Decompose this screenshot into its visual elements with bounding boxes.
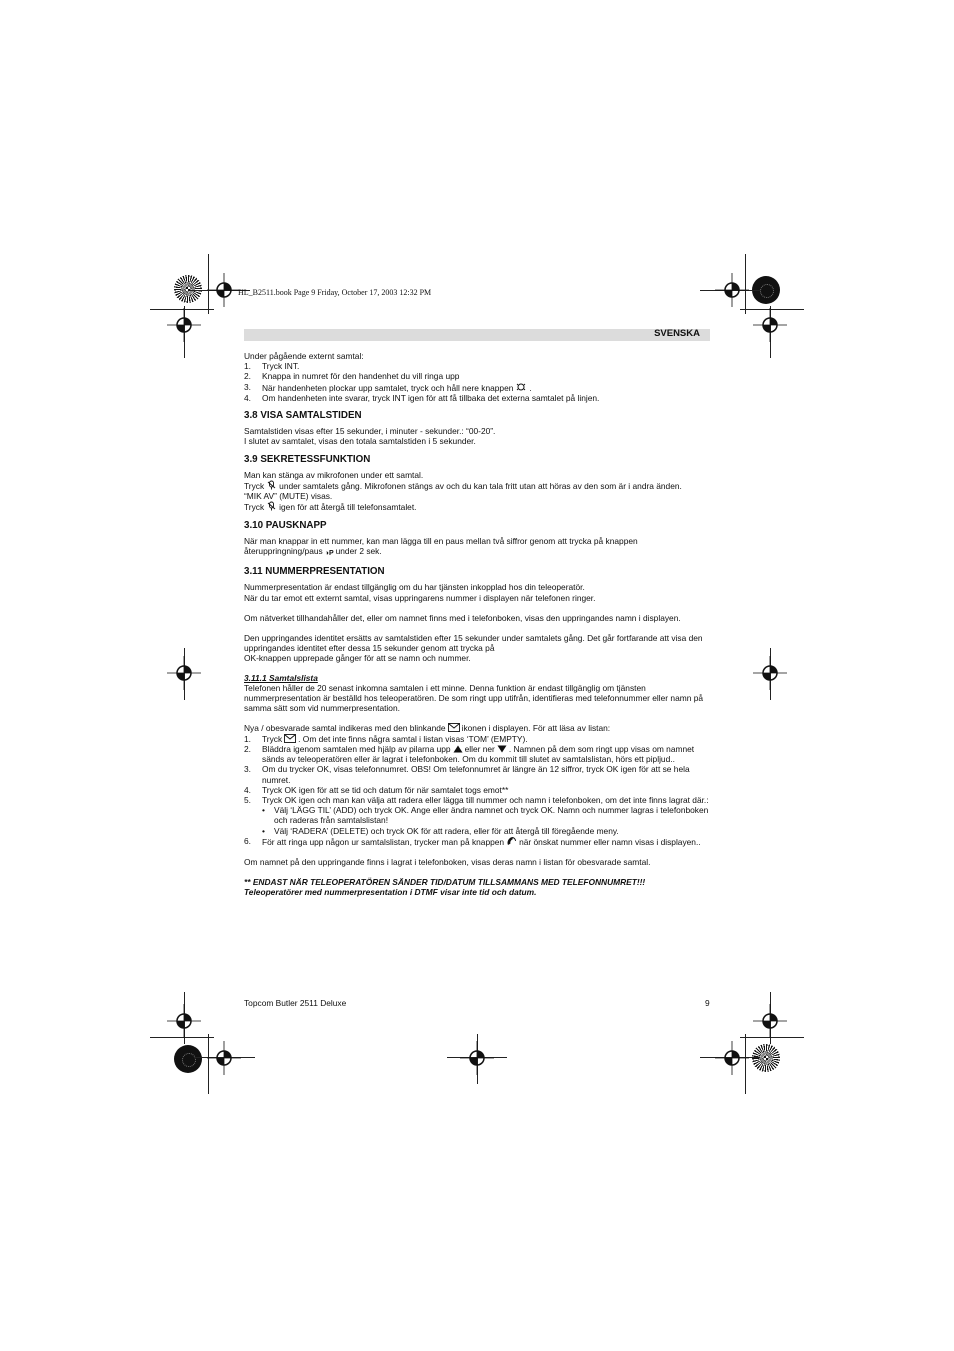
language-bar bbox=[244, 329, 710, 341]
color-star-mark bbox=[752, 1044, 780, 1072]
paragraph: Telefonen håller de 20 senast inkomna samtalen i ett minne. Denna funktion är endast tillgänglig om tjänsten nummerpresentation är beställd hos teleoperatören. De som ringt upp utifrån, identifieras med telefonnummer eller namn på samma sätt som vid nummerpresentation. bbox=[244, 682, 704, 714]
paragraph: Tryck under samtalets gång. Mikrofonen stängs av och du kan tala fritt utan att höras av den som är i andra änden. bbox=[244, 481, 682, 492]
registration-mark bbox=[460, 1041, 494, 1075]
paragraph: Om namnet på den uppringande finns i lagrat i telefonboken, visas deras namn i listan för obesvarade samtal. bbox=[244, 856, 651, 867]
arrow-down-icon bbox=[497, 745, 507, 753]
bullet-item: • Välj ‘LÄGG TIL’ (ADD) och tryck OK. Ange eller ändra namnet och tryck OK. Namn och nummer lagras i telefonboken och raderas från samtalslistan! bbox=[262, 805, 709, 826]
registration-mark bbox=[207, 1041, 241, 1075]
paragraph: Om nätverket tillhandahåller det, eller om namnet finns med i telefonboken, visas den uppringandes namn i displayen. bbox=[244, 612, 681, 623]
book-header: HL_B2511.book Page 9 Friday, October 17, 2003 12:32 PM bbox=[238, 288, 432, 297]
list-item: 5. Tryck OK igen och man kan välja att radera eller lägga till nummer och namn i telefonboken, om det inte finns lagrat där.: bbox=[244, 794, 709, 805]
paragraph: återuppringning/paus ◑P under 2 sek. bbox=[244, 546, 712, 559]
color-star-mark bbox=[174, 275, 202, 303]
intro-lead: Under pågående externt samtal: bbox=[244, 351, 364, 361]
paragraph: OK-knappen upprepade gånger för att se namn och nummer. bbox=[244, 653, 471, 664]
list-item: 4. Tryck OK igen för att se tid och datum för när samtalet togs emot** bbox=[244, 784, 509, 795]
paragraph: I slutet av samtalet, visas den totala samtalstiden i 5 sekunder. bbox=[244, 436, 476, 447]
language-label: SVENSKA bbox=[654, 328, 700, 339]
paragraph: Nummerpresentation är endast tillgänglig om du har tjänsten inkopplad hos din teleoperatör. bbox=[244, 582, 585, 593]
intercom-key-icon bbox=[515, 382, 527, 392]
color-star-mark bbox=[174, 1045, 202, 1073]
note-line: Teleoperatörer med nummerpresentation i DTMF visar inte tid och datum. bbox=[244, 887, 537, 898]
section-heading: 3.9 SEKRETESSFUNKTION bbox=[244, 453, 371, 465]
talk-key-icon bbox=[506, 836, 517, 846]
redial-pause-key-icon: ◑P bbox=[324, 550, 334, 558]
paragraph: Nya / obesvarade samtal indikeras med den blinkande ikonen i displayen. För att läsa av listan: bbox=[244, 723, 611, 734]
registration-mark bbox=[753, 308, 787, 342]
page-content bbox=[244, 351, 712, 898]
registration-mark bbox=[715, 273, 749, 307]
registration-mark bbox=[167, 308, 201, 342]
list-item: 3. När handenheten plockar upp samtalet, tryck och håll nere knappen . bbox=[244, 381, 532, 393]
arrow-up-icon bbox=[453, 745, 463, 753]
paragraph: Tryck igen för att återgå till telefonsamtalet. bbox=[244, 502, 417, 513]
registration-mark bbox=[715, 1041, 749, 1075]
list-item: 1. Tryck . Om det inte finns några samtal i listan visas ‘TOM’ (EMPTY). bbox=[244, 733, 528, 744]
footer-product: Topcom Butler 2511 Deluxe bbox=[244, 998, 347, 1008]
envelope-icon bbox=[448, 723, 460, 732]
list-item: 3. Om du trycker OK, visas telefonnumret. OBS! Om telefonnumret är längre än 12 siffror, tryck OK igen för att se hela numret. bbox=[244, 764, 690, 785]
registration-mark bbox=[753, 656, 787, 690]
paragraph: Den uppringandes identitet ersätts av samtalstiden efter 15 sekunder under samtalets gång. Det går fortfarande att visa den uppringandes identitet efter dessa 15 sekunder genom att trycka på bbox=[244, 633, 703, 654]
paragraph: “MIK AV” (MUTE) visas. bbox=[244, 491, 333, 502]
list-item: 6. För att ringa upp någon ur samtalslistan, trycker man på knappen när önskat nummer eller namn visas i displayen.. bbox=[244, 835, 701, 847]
list-item: 1. Tryck INT. bbox=[244, 361, 300, 372]
paragraph: När du tar emot ett externt samtal, visas uppringarens nummer i displayen när telefonen ringer. bbox=[244, 592, 596, 603]
list-item: 4. Om handenheten inte svarar, tryck INT igen för att få tillbaka det externa samtalet på linjen. bbox=[244, 392, 600, 403]
subsection-heading: 3.11.1 Samtalslista bbox=[244, 672, 318, 683]
registration-mark bbox=[753, 1004, 787, 1038]
registration-mark bbox=[207, 273, 241, 307]
page-number: 9 bbox=[705, 998, 710, 1008]
paragraph: Man kan stänga av mikrofonen under ett samtal. bbox=[244, 469, 424, 480]
section-heading: 3.10 PAUSKNAPP bbox=[244, 519, 327, 531]
mute-key-icon bbox=[266, 501, 277, 511]
registration-mark bbox=[167, 656, 201, 690]
list-item: 2. Bläddra igenom samtalen med hjälp av pilarna upp eller ner . Namnen på dem som ringt upp visas om namnet sänds av teleoperatören eller är lagrat i telefonboken. Om du kommit till slutet av samtalslistan, hörs ett pipljud.. bbox=[244, 743, 695, 765]
registration-mark bbox=[167, 1004, 201, 1038]
list-item: 2. Knappa in numret för den handenhet du vill ringa upp bbox=[244, 371, 460, 382]
note-line: ** ENDAST NÄR TELEOPERATÖREN SÄNDER TID/DATUM TILLSAMMANS MED TELEFONNUMRET!!! bbox=[244, 877, 646, 888]
bullet-item: • Välj ‘RADERA’ (DELETE) och tryck OK för att radera, eller för att återgå till föregående meny. bbox=[262, 825, 619, 836]
mute-key-icon bbox=[266, 480, 277, 490]
section-heading: 3.11 NUMMERPRESENTATION bbox=[244, 566, 385, 578]
section-heading: 3.8 VISA SAMTALSTIDEN bbox=[244, 410, 362, 422]
paragraph: När man knappar in ett nummer, kan man lägga till en paus mellan två siffror genom att trycka på knappen bbox=[244, 535, 638, 546]
envelope-icon bbox=[284, 734, 296, 743]
paragraph: Samtalstiden visas efter 15 sekunder, i minuter - sekunder.: “00-20”. bbox=[244, 426, 496, 437]
